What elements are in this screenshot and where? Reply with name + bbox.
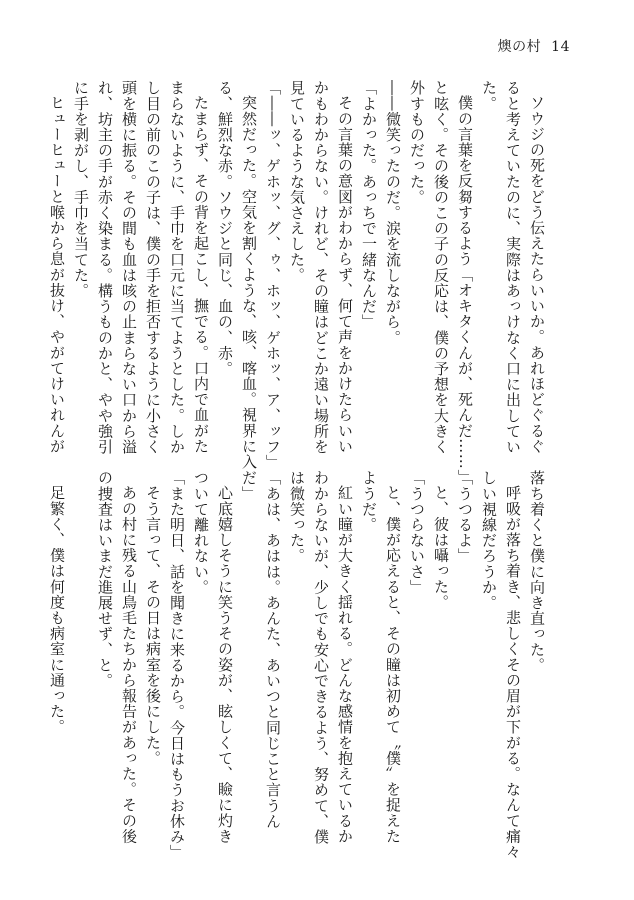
text-column: ヒューヒューと喉から息が抜け、やがてけいれんが [48, 95, 66, 454]
text-column: 「よかった。あっちで一緒なんだ」 [360, 80, 378, 330]
text-column: そう言って、その日は病室を後にした。 [144, 485, 162, 766]
text-column: 「あは、あはは。あんた、あいつと同じこと言うん [264, 470, 282, 829]
text-column: 「うつるよ」 [456, 470, 474, 564]
text-column: れ、坊主の手が赤く染まる。構うものかと、やや強引 [96, 80, 114, 455]
text-column: あの村に残る山鳥毛たちから報告があった。その後 [120, 485, 138, 844]
page-number: 14 [551, 39, 570, 55]
text-column: は微笑った。 [288, 470, 306, 564]
text-column: 頭を横に振る。その間も血は咳の止まらない口から溢 [120, 80, 138, 455]
text-column: ――微笑ったのだ。涙を流しながら。 [384, 80, 402, 346]
text-column: その言葉の意図がわからず、何て声をかけたらいい [336, 95, 354, 454]
running-header [498, 36, 570, 56]
text-column: 紅い瞳が大きく揺れる。どんな感情を抱えているか [336, 485, 354, 844]
text-column: たまらず、その背を起こし、撫でる。口内で血がた [192, 95, 210, 454]
lower-text-block [48, 470, 549, 860]
text-column: ようだ。 [360, 470, 378, 533]
text-column: 「また明日、話を聞きに来るから。今日はもうお休み」 [168, 470, 186, 860]
text-column: 「――ッ、ゲホッ、グ、ゥ、ホッ、ゲホッ、ア、ッフ」 [264, 80, 282, 470]
text-column: まらないように、手巾を口元に当てようとした。しか [168, 80, 186, 455]
text-column: ると考えていたのに、実際はあっけなく口に出してい [504, 80, 522, 455]
text-column: 僕の言葉を反芻するよう「オキタくんが、死んだ……」 [456, 95, 474, 485]
book-title: 燠の村 [497, 39, 542, 55]
text-column: と呟く。その後のこの子の反応は、僕の予想を大きく [432, 80, 450, 455]
upper-text-block [48, 80, 549, 485]
text-column: わからないが、少しでも安心できるよう、努めて、僕 [312, 470, 330, 845]
text-column: 心底嬉しそうに笑うその姿が、眩しくて、瞼に灼き [216, 485, 234, 844]
text-column: 外すものだった。 [408, 80, 426, 205]
text-column: に手を剥がし、手巾を当てた。 [72, 80, 90, 299]
text-column: 落ち着くと僕に向き直った。 [528, 470, 546, 673]
text-column: 「うつらないさ」 [408, 470, 426, 595]
text-column: かもわからない。けれど、その瞳はどこか遠い場所を [312, 80, 330, 455]
text-column: る、鮮烈な赤。ソウジと同じ、血の、赤。 [216, 80, 234, 377]
text-column: ついて離れない。 [192, 470, 210, 595]
text-column [69, 470, 93, 810]
text-column: だ」 [240, 470, 258, 502]
text-column: と、彼は囁った。 [432, 485, 450, 610]
text-column: た。 [480, 80, 498, 112]
text-column: 呼吸が落ち着き、悲しくその眉が下がる。なんて痛々 [504, 485, 522, 860]
text-column: の捜査はいまだ進展せず、と。 [96, 470, 114, 689]
text-column: し目の前のこの子は、僕の手を拒否するように小さく [144, 80, 162, 455]
text-column: 突然だった。空気を割くような、咳、喀血。視界に入 [240, 95, 258, 470]
text-column: 見ているような気さえした。 [288, 80, 306, 283]
text-column: ソウジの死をどう伝えたらいいか。あれほどぐるぐ [528, 95, 546, 454]
text-column: と、僕が応えると、その瞳は初めて〝僕〟を捉えた [384, 485, 402, 844]
text-column: 足繁く、僕は何度も病室に通った。 [48, 485, 66, 735]
text-column: しい視線だろうか。 [480, 470, 498, 611]
